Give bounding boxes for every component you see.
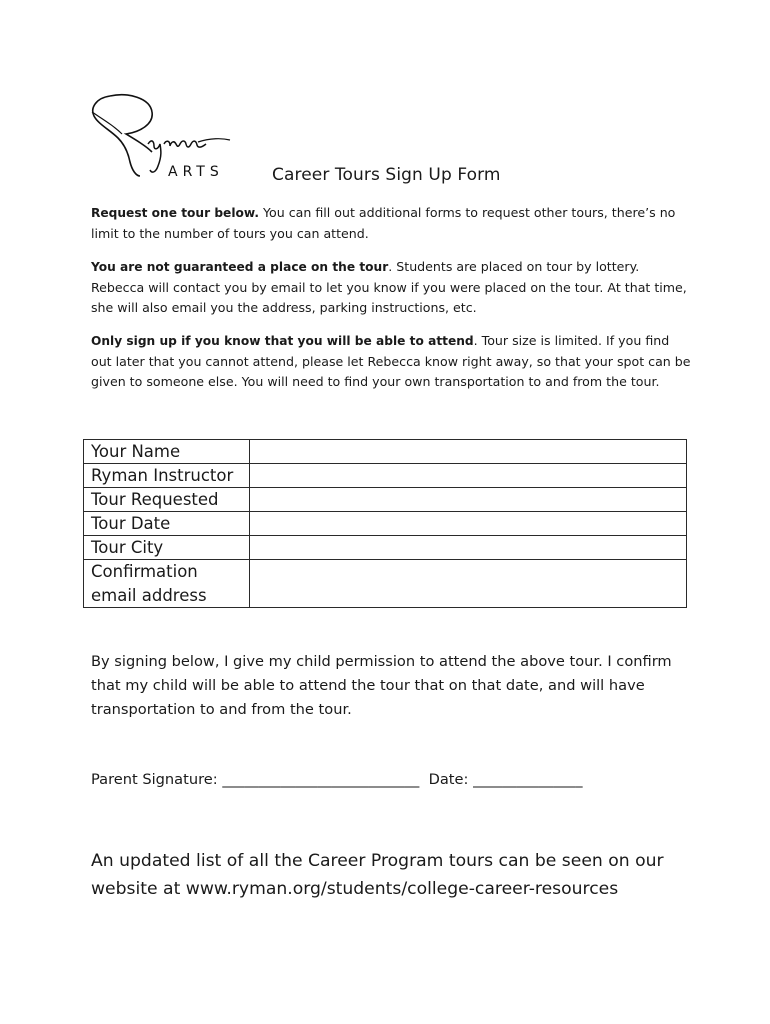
intro-text-guarantee: . Students are placed on tour by lottery. Rebecca will contact you by email to let you know if you were placed on the tour. At that time, she will also email you the address, parking instructions, etc. (91, 259, 687, 315)
confirmation-email-field[interactable] (250, 560, 687, 608)
confirmation-email-label: Confirmation email address (84, 560, 250, 608)
intro-text-attendance: . Tour size is limited. If you find out later that you cannot attend, please let Rebecca know right away, so that your spot can be given to someone else. You will need to find your own transportation to and from the tour. (91, 333, 691, 389)
tour-city-field[interactable] (250, 536, 687, 560)
parent-signature-blank[interactable]: ___________________________ (222, 771, 420, 788)
tour-requested-label: Tour Requested (84, 488, 250, 512)
tour-date-field[interactable] (250, 512, 687, 536)
intro-bold-request: Request one tour below. (91, 206, 259, 220)
your-name-label: Your Name (84, 440, 250, 464)
intro-bold-guarantee: You are not guaranteed a place on the tour (91, 260, 389, 274)
ryman-instructor-field[interactable] (250, 464, 687, 488)
table-row (84, 536, 687, 560)
table-row (84, 488, 687, 512)
intro-text-request: You can fill out additional forms to request other tours, there’s no limit to the number of tours you can attend. (91, 205, 676, 241)
intro-paragraph-guarantee (91, 257, 691, 319)
tour-info-table (83, 439, 687, 608)
your-name-field[interactable] (250, 440, 687, 464)
form-title: Career Tours Sign Up Form (272, 165, 501, 185)
svg-text:ARTS: ARTS (168, 164, 224, 180)
tour-city-label: Tour City (84, 536, 250, 560)
parent-signature-label: Parent Signature: (91, 771, 223, 788)
ryman-arts-logo-mark (88, 90, 238, 182)
date-blank[interactable]: _______________ (473, 771, 583, 788)
signature-line (91, 771, 583, 788)
tour-requested-field[interactable] (250, 488, 687, 512)
intro-bold-attendance: Only sign up if you know that you will be able to attend (91, 334, 474, 348)
date-label: Date: (419, 771, 474, 788)
tour-date-label: Tour Date (84, 512, 250, 536)
table-row (84, 560, 687, 608)
tours-list-note: An updated list of all the Career Program tours can be seen on our website at www.ryman.org/students/college-career-resources (91, 851, 664, 899)
table-row (84, 464, 687, 488)
intro-paragraph-attendance (91, 331, 691, 393)
intro-paragraph-request (91, 203, 691, 244)
ryman-instructor-label: Ryman Instructor (84, 464, 250, 488)
consent-statement: By signing below, I give my child permission to attend the above tour. I confirm that my child will be able to attend the tour that on that date, and will have transportation to and from the tour. (91, 653, 672, 718)
ryman-arts-logo (88, 90, 238, 182)
table-row (84, 440, 687, 464)
table-row (84, 512, 687, 536)
